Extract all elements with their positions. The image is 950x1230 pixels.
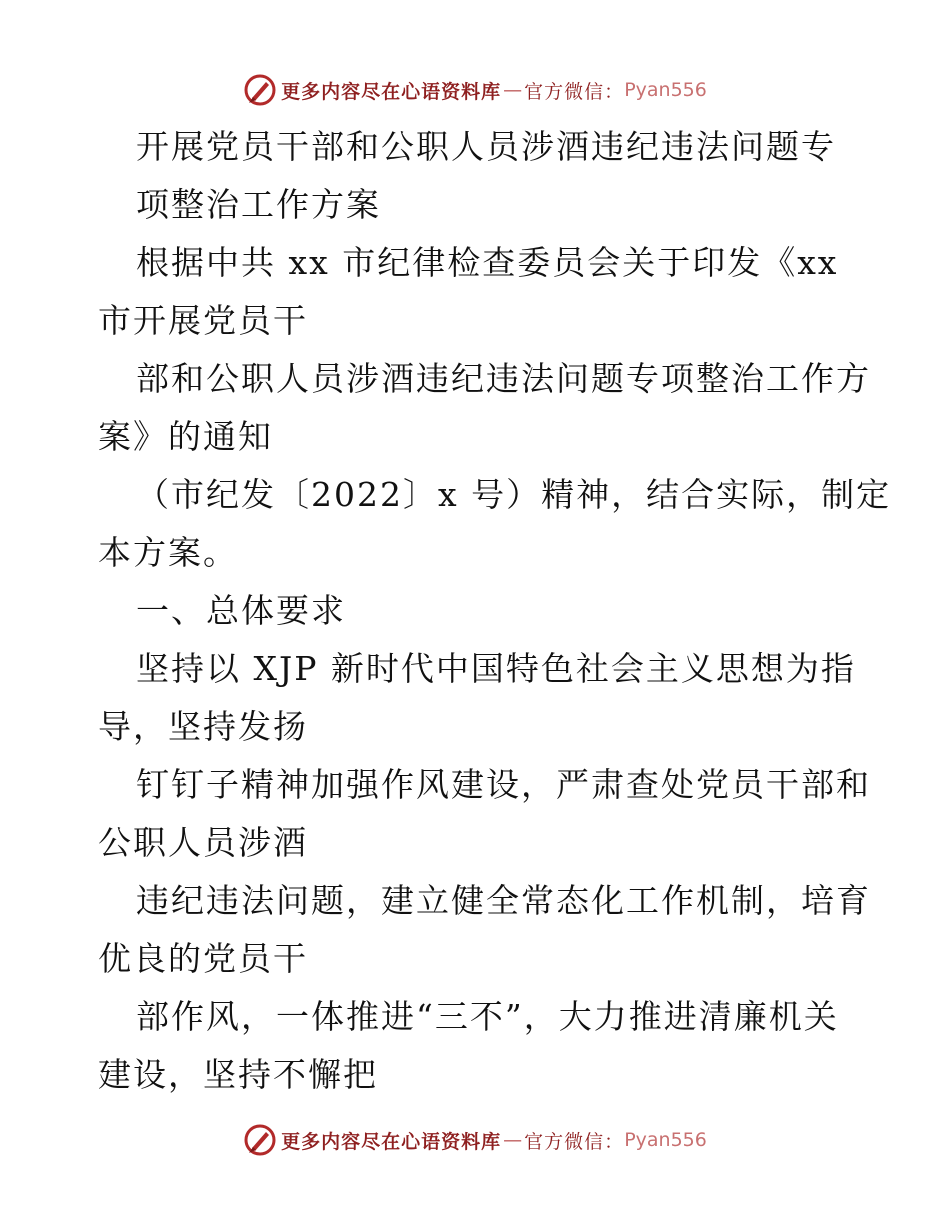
document-line: 公职人员涉酒 <box>98 823 308 862</box>
document-line: 根据中共 xx 市纪律检查委员会关于印发《xx <box>136 243 839 282</box>
watermark-banner-top <box>0 70 950 110</box>
watermark-wechat-label: 官方微信： <box>524 80 625 103</box>
document-line: 市开展党员干 <box>98 301 308 340</box>
document-line: 优良的党员干 <box>98 939 308 978</box>
document-line: 导，坚持发扬 <box>98 707 308 746</box>
watermark-wechat-label: 官方微信： <box>524 1130 625 1153</box>
document-line: 建设，坚持不懈把 <box>98 1055 378 1094</box>
document-line: 部作风，一体推进“三不”，大力推进清廉机关 <box>136 997 839 1036</box>
pen-logo-icon <box>243 73 277 107</box>
document-line: 项整治工作方案 <box>136 185 381 224</box>
document-line: （市纪发〔2022〕x 号）精神，结合实际，制定 <box>136 475 892 514</box>
document-line: 开展党员干部和公职人员涉酒违纪违法问题专 <box>136 127 836 166</box>
document-line: 钉钉子精神加强作风建设，严肃查处党员干部和 <box>136 765 871 804</box>
document-line: 部和公职人员涉酒违纪违法问题专项整治工作方 <box>136 359 871 398</box>
pen-logo-icon <box>243 1123 277 1157</box>
document-line: 违纪违法问题，建立健全常态化工作机制，培育 <box>136 881 871 920</box>
section-heading: 一、总体要求 <box>136 591 346 630</box>
watermark-dash: — <box>503 1129 523 1151</box>
document-body <box>98 118 892 1104</box>
watermark-dash: — <box>503 79 523 101</box>
watermark-wechat-id: Pyan556 <box>624 79 707 101</box>
document-line: 案》的通知 <box>98 417 273 456</box>
watermark-wechat-id: Pyan556 <box>624 1129 707 1151</box>
watermark-site-text: 更多内容尽在心语资料库 <box>281 1130 502 1153</box>
watermark-banner-bottom <box>0 1120 950 1160</box>
document-line: 坚持以 XJP 新时代中国特色社会主义思想为指 <box>136 649 856 688</box>
document-line: 本方案。 <box>98 533 238 572</box>
watermark-site-text: 更多内容尽在心语资料库 <box>281 80 502 103</box>
